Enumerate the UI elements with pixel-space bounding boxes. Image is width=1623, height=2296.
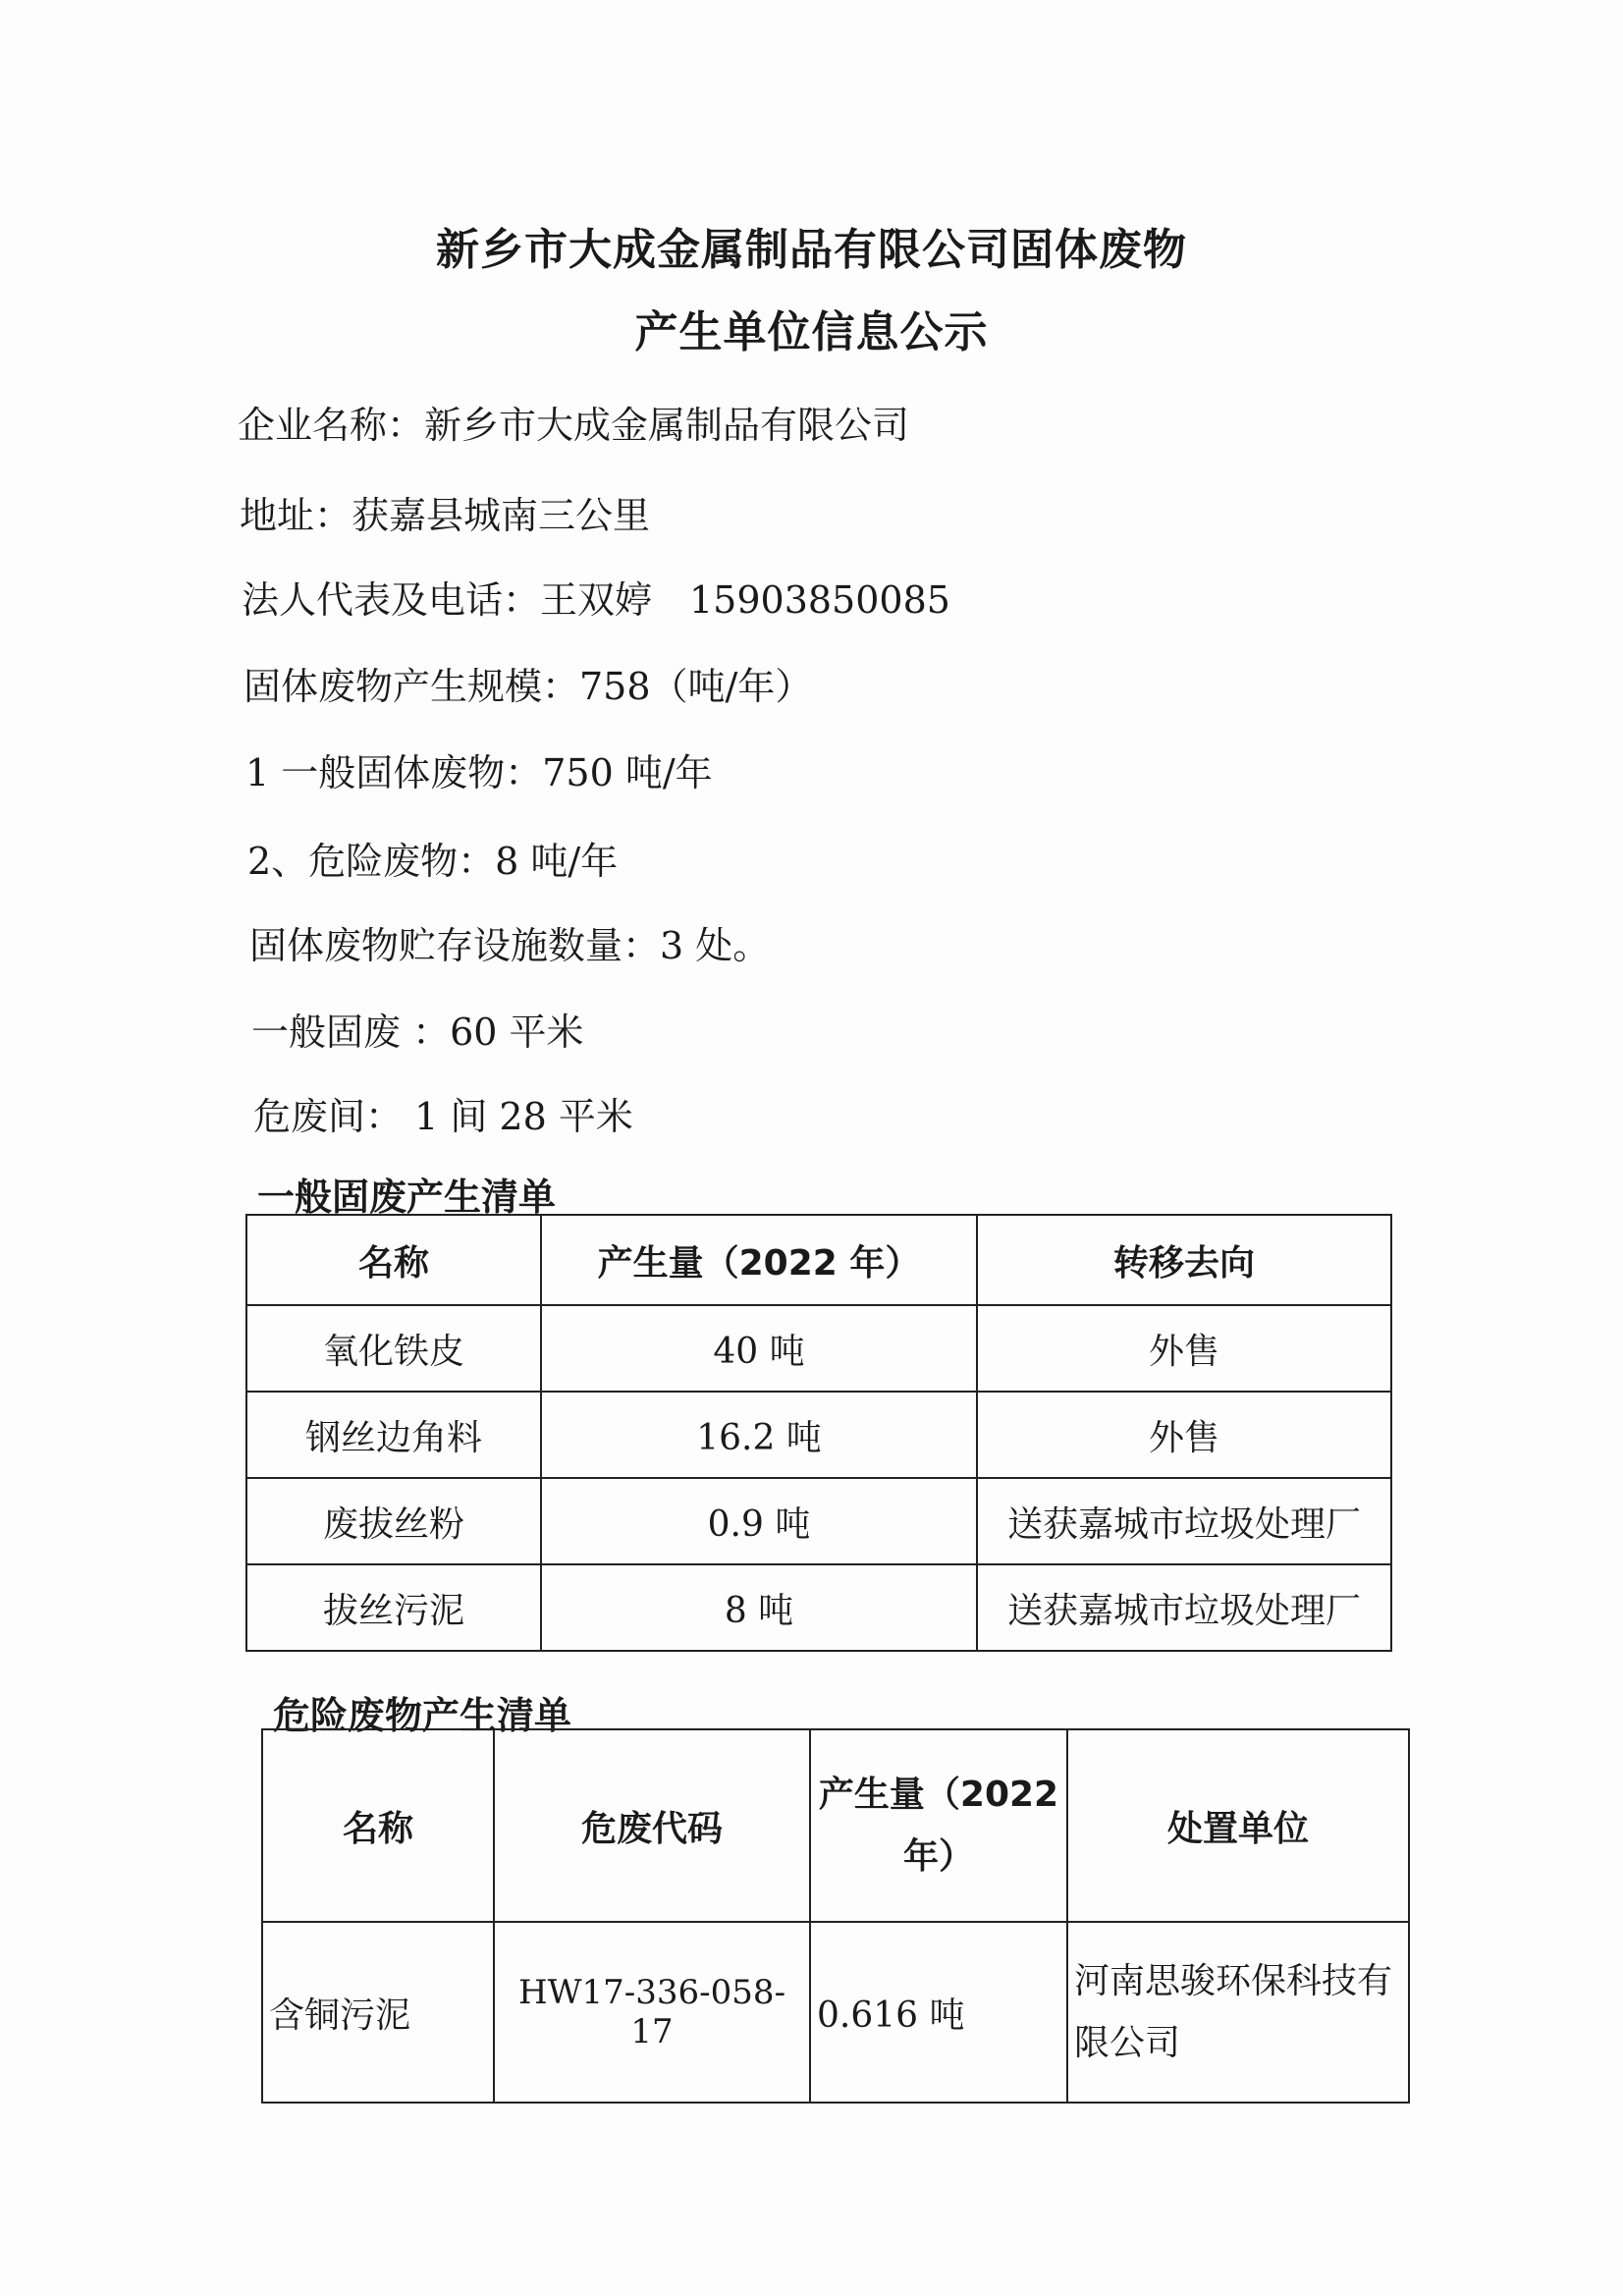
col-header-quantity: 产生量（2022 年） <box>810 1729 1067 1922</box>
col-header-name: 名称 <box>246 1215 541 1305</box>
col-header-destination: 转移去向 <box>977 1215 1391 1305</box>
cell-quantity: 0.9 吨 <box>541 1478 977 1564</box>
cell-name: 氧化铁皮 <box>246 1305 541 1392</box>
table-row <box>246 1392 1391 1478</box>
waste-scale: 固体废物产生规模：758（吨/年） <box>243 665 813 708</box>
general-waste-table <box>245 1214 1392 1652</box>
table-row <box>246 1478 1391 1564</box>
cell-quantity: 0.616 吨 <box>810 1922 1067 2103</box>
col-header-quantity: 产生量（2022 年） <box>541 1215 977 1305</box>
cell-name: 拔丝污泥 <box>246 1564 541 1651</box>
general-storage-area: 一般固废 ：60 平米 <box>251 1011 584 1054</box>
storage-facilities: 固体废物贮存设施数量：3 处。 <box>249 924 771 967</box>
table-row <box>246 1305 1391 1392</box>
cell-code: HW17-336-058-17 <box>494 1922 810 2103</box>
cell-destination: 送获嘉城市垃圾处理厂 <box>977 1564 1391 1651</box>
address: 地址：获嘉县城南三公里 <box>240 494 651 537</box>
cell-destination: 外售 <box>977 1305 1391 1392</box>
table-row <box>262 1922 1409 2103</box>
cell-name: 废拔丝粉 <box>246 1478 541 1564</box>
cell-destination: 外售 <box>977 1392 1391 1478</box>
general-waste-amount: 1 一般固体废物：750 吨/年 <box>245 751 713 794</box>
general-list-heading: 一般固废产生清单 <box>257 1175 557 1219</box>
legal-representative: 法人代表及电话：王双婷 15903850085 <box>242 578 950 622</box>
table-header-row <box>262 1729 1409 1922</box>
hazardous-waste-table <box>261 1728 1410 2104</box>
cell-disposal: 河南思骏环保科技有限公司 <box>1067 1922 1409 2103</box>
document-title-line1: 新乡市大成金属制品有限公司固体废物 <box>436 225 1187 275</box>
cell-quantity: 40 吨 <box>541 1305 977 1392</box>
col-header-name: 名称 <box>262 1729 494 1922</box>
table-row <box>246 1564 1391 1651</box>
cell-destination: 送获嘉城市垃圾处理厂 <box>977 1478 1391 1564</box>
col-header-disposal: 处置单位 <box>1067 1729 1409 1922</box>
company-name: 企业名称：新乡市大成金属制品有限公司 <box>238 404 910 447</box>
hazardous-waste-amount: 2、危险废物：8 吨/年 <box>247 840 619 883</box>
table-header-row <box>246 1215 1391 1305</box>
hazard-list-heading: 危险废物产生清单 <box>273 1694 572 1737</box>
cell-quantity: 16.2 吨 <box>541 1392 977 1478</box>
col-header-code: 危废代码 <box>494 1729 810 1922</box>
document-title-line2: 产生单位信息公示 <box>634 307 989 357</box>
cell-quantity: 8 吨 <box>541 1564 977 1651</box>
hazard-room: 危废间： 1 间 28 平米 <box>253 1095 633 1138</box>
cell-name: 钢丝边角料 <box>246 1392 541 1478</box>
cell-name: 含铜污泥 <box>262 1922 494 2103</box>
